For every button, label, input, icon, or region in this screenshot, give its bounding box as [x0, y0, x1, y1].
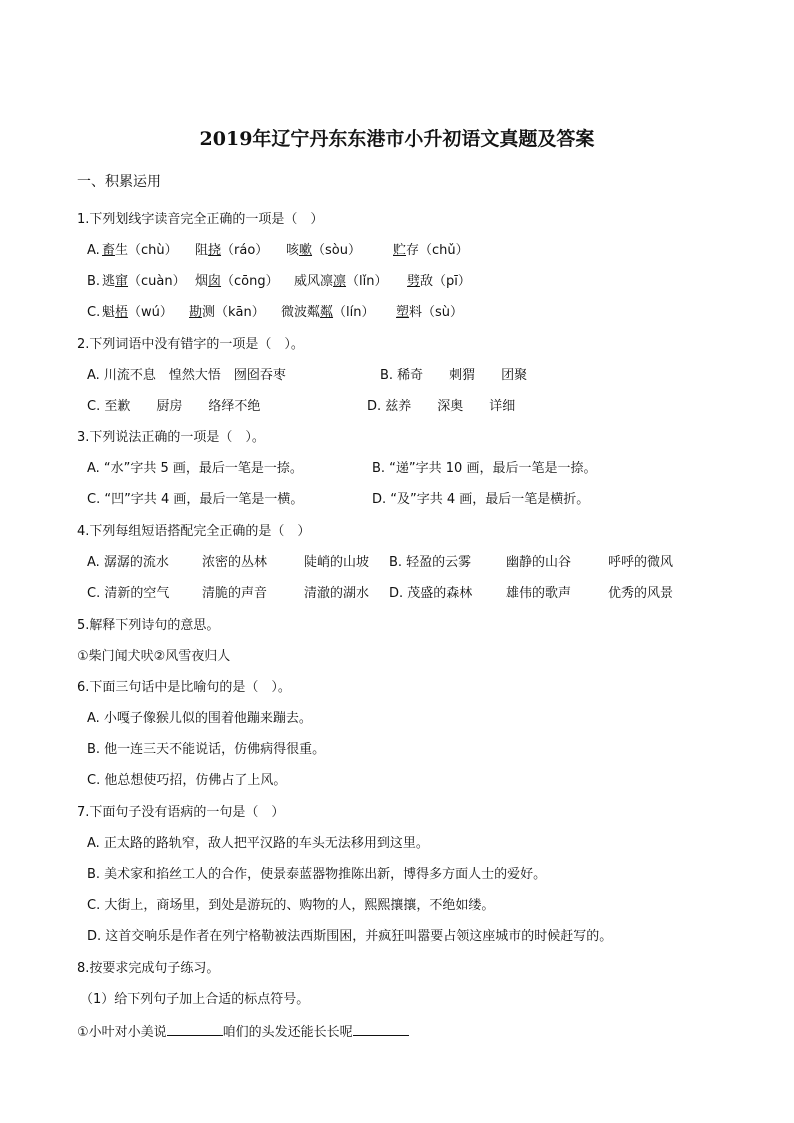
question-7-option-a: A. 正太路的路轨窄，敌人把平汉路的车头无法移用到这里。 — [87, 836, 429, 851]
question-3-stem: 3.下列说法正确的一项是（ ）。 — [77, 430, 265, 445]
question-4-option-d-3: 优秀的风景 — [608, 586, 674, 601]
blank-2[interactable] — [353, 1023, 409, 1036]
question-4-option-d: D. 茂盛的森林 — [389, 586, 473, 601]
question-8-sentence-1: ①小叶对小美说 咱们的头发还能长长呢 — [77, 1023, 409, 1042]
question-4-option-d-2: 雄伟的歌声 — [506, 586, 572, 601]
question-3-option-c: C. “凹”字共 4 画，最后一笔是一横。 — [87, 492, 304, 507]
question-7-stem: 7.下面句子没有语病的一句是（ ） — [77, 805, 285, 820]
question-2-option-b: B. 稀奇 刺猬 团聚 — [380, 368, 528, 383]
question-3-option-a: A. “水”字共 5 画，最后一笔是一捺。 — [87, 461, 303, 476]
blank-1[interactable] — [167, 1023, 223, 1036]
question-4-option-a-3: 陡峭的山坡 — [304, 555, 370, 570]
question-7-option-c: C. 大街上，商场里，到处是游玩的、购物的人，熙熙攘攘，不绝如缕。 — [87, 898, 495, 913]
section-heading: 一、积累运用 — [77, 174, 161, 190]
question-6-stem: 6.下面三句话中是比喻句的是（ ）。 — [77, 680, 291, 695]
page-title: 2019年辽宁丹东东港市小升初语文真题及答案 — [199, 128, 595, 150]
question-6-option-a: A. 小嘎子像猴儿似的围着他蹦来蹦去。 — [87, 711, 312, 726]
question-7-option-d: D. 这首交响乐是作者在列宁格勒被法西斯围困，并疯狂叫嚣要占领这座城市的时候赶写的。 — [87, 929, 613, 944]
question-4-option-b-2: 幽静的山谷 — [506, 555, 572, 570]
question-4-option-c-3: 清澈的湖水 — [304, 586, 370, 601]
question-1-option-c: C. 魁梧（wú） 勘测（kān） 微波粼粼（lín） 塑料（sù） — [87, 305, 464, 320]
question-4-option-b: B. 轻盈的云雾 — [389, 555, 472, 570]
question-5-poem: ①柴门闻犬吠②风雪夜归人 — [77, 649, 231, 664]
question-4-option-a-2: 浓密的丛林 — [202, 555, 268, 570]
question-4-option-c-2: 清脆的声音 — [202, 586, 268, 601]
question-4-stem: 4.下列每组短语搭配完全正确的是（ ） — [77, 524, 311, 539]
question-1-stem: 1.下列划线字读音完全正确的一项是（ ） — [77, 212, 324, 227]
question-2-option-d: D. 兹养 深奥 详细 — [367, 399, 516, 414]
question-4-option-a: A. 潺潺的流水 — [87, 555, 169, 570]
question-8-subquestion-1: （1）给下列句子加上合适的标点符号。 — [80, 992, 310, 1007]
question-7-option-b: B. 美术家和掐丝工人的合作，使景泰蓝器物推陈出新，博得多方面人士的爱好。 — [87, 867, 547, 882]
question-3-option-d: D. “及”字共 4 画，最后一笔是横折。 — [372, 492, 590, 507]
question-4-option-c: C. 清新的空气 — [87, 586, 170, 601]
question-2-option-a: A. 川流不息 惶然大悟 囫囵吞枣 — [87, 368, 286, 383]
question-2-stem: 2.下列词语中没有错字的一项是（ ）。 — [77, 337, 304, 352]
question-1-option-a: A. 畜生（chù） 阻挠（ráo） 咳嗽（sòu） 贮存（chǔ） — [87, 243, 469, 258]
question-4-option-b-3: 呼呼的微风 — [608, 555, 674, 570]
question-3-option-b: B. “递”字共 10 画，最后一笔是一捺。 — [372, 461, 597, 476]
question-6-option-c: C. 他总想使巧招，仿佛占了上风。 — [87, 773, 287, 788]
question-5-stem: 5.解释下列诗句的意思。 — [77, 618, 220, 633]
question-6-option-b: B. 他一连三天不能说话，仿佛病得很重。 — [87, 742, 326, 757]
question-8-stem: 8.按要求完成句子练习。 — [77, 961, 220, 976]
question-2-option-c: C. 至歉 厨房 络绎不绝 — [87, 399, 261, 414]
question-1-option-b: B. 逃窜（cuàn） 烟囱（cōng） 威风凛凛（lǐn） 劈敌（pī） — [87, 274, 471, 289]
